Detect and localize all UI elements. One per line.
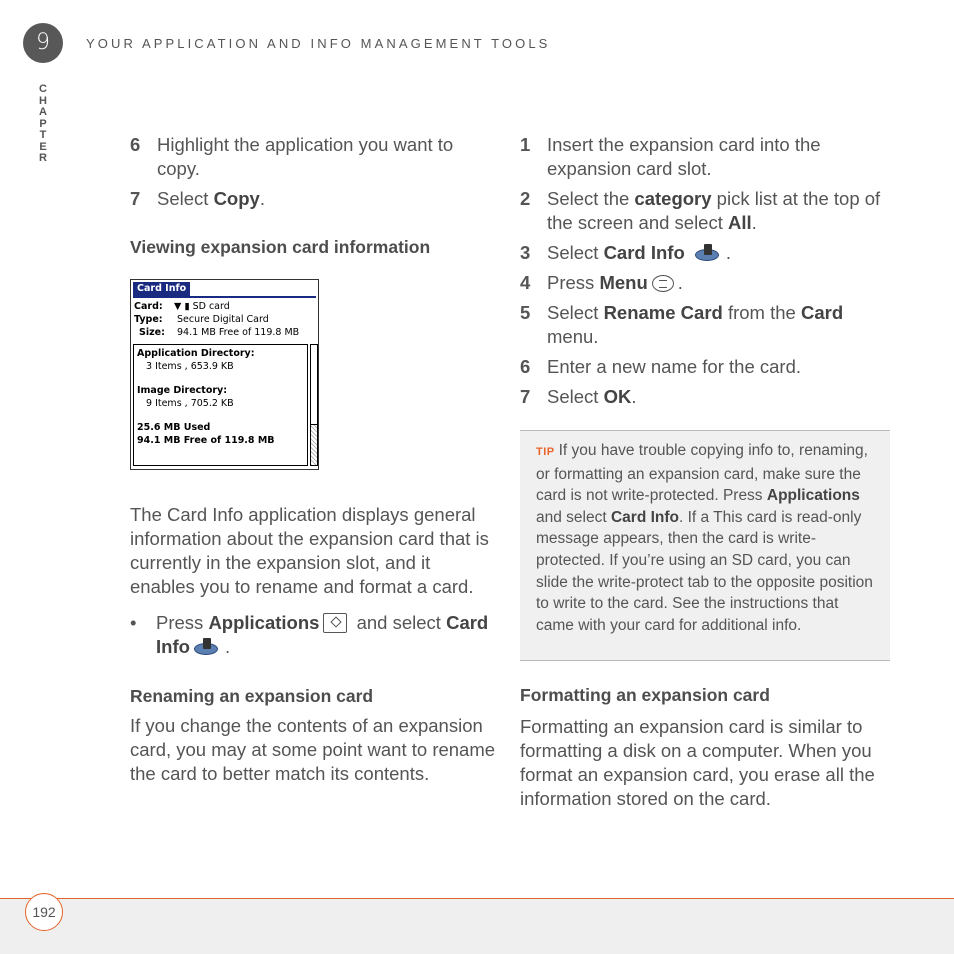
step-7: 7 Select OK. xyxy=(520,386,637,407)
bullet-press-applications: • Press Applications and select Card Info . xyxy=(130,612,489,657)
chapter-label-letter: C xyxy=(39,83,47,95)
step-4: 4 Press Menu . xyxy=(520,272,683,293)
running-head: YOUR APPLICATION AND INFO MANAGEMENT TOOLS xyxy=(86,36,551,51)
chapter-label-letter: P xyxy=(39,117,47,130)
heading-renaming-card: Renaming an expansion card xyxy=(130,686,374,706)
step-2: 2 Select the category pick list at the top of the screen and select All. xyxy=(520,188,881,233)
step-6: 6 Enter a new name for the card. xyxy=(520,356,801,377)
card-info-icon xyxy=(695,244,721,262)
size-row: Size: 94.1 MB Free of 119.8 MB xyxy=(139,327,300,338)
step-5: 5 Select Rename Card from the Card menu. xyxy=(520,302,844,347)
step-text: Highlight the application you want to copy. xyxy=(157,134,454,179)
chapter-label-letter: A xyxy=(39,106,47,118)
right-column xyxy=(520,133,890,415)
menu-icon xyxy=(652,275,674,292)
step-3: 3 Select Card Info . xyxy=(520,242,732,263)
chapter-label-letter: H xyxy=(39,94,47,107)
renaming-paragraph: If you change the contents of an expansion card, you may at some point want to rename the card to better match its contents. xyxy=(130,715,496,784)
tip-label: TIP xyxy=(536,446,555,458)
tip-box: TIP If you have trouble copying info to, renaming, or formatting an expansion card, make sure the card is not write-protected. Press Applications and select Card Info. If a This card is read-only message appears, then the card is write-protected. If you’re using an SD card, you can slide the write-protect tab to the opposite position to write to the card. See the instructions that came with your card for additional info. xyxy=(520,430,890,661)
chapter-vertical-label xyxy=(37,84,49,165)
formatting-section xyxy=(520,683,890,811)
chapter-label-letter: R xyxy=(39,152,47,164)
formatting-paragraph: Formatting an expansion card is similar to formatting a disk on a computer. When you format an expansion card, you erase all the information stored on the card. xyxy=(520,716,875,809)
step-text: Select Copy. xyxy=(157,188,265,209)
step-number: 7 xyxy=(130,188,141,209)
footer-band xyxy=(0,898,954,954)
type-row: Type: Secure Digital Card xyxy=(134,314,269,325)
card-info-list: Application Directory: 3 Items , 653.9 KB Image Directory: 9 Items , 705.2 KB 25.6 MB Used 94.1 MB Free of 119.8 MB xyxy=(133,344,308,466)
card-info-icon xyxy=(194,638,220,656)
page-number: 192 xyxy=(25,893,63,931)
card-row: Card: ▼ ▮ SD card xyxy=(134,301,230,312)
screen-title-bar xyxy=(133,282,316,298)
screen-title: Card Info xyxy=(133,282,190,296)
step-6-left xyxy=(130,133,500,181)
applications-icon xyxy=(323,613,347,633)
step-1: 1 Insert the expansion card into the expansion card slot. xyxy=(520,134,821,179)
step-7-left xyxy=(130,187,500,211)
chapter-label-letter: E xyxy=(39,140,47,153)
chapter-label-letter: T xyxy=(39,129,47,141)
step-number: 6 xyxy=(130,134,141,155)
card-info-screenshot xyxy=(130,279,319,470)
screen-scrollbar[interactable] xyxy=(310,344,318,466)
card-info-description: The Card Info application displays general information about the expansion card that is currently in the expansion slot, and it enables you to rename and format a card. xyxy=(130,504,489,597)
heading-formatting-card: Formatting an expansion card xyxy=(520,685,770,705)
card-pick-arrow-icon: ▼ ▮ xyxy=(174,301,193,312)
heading-viewing-card-info: Viewing expansion card information xyxy=(130,237,431,257)
chapter-number-badge: 9 xyxy=(23,23,63,63)
